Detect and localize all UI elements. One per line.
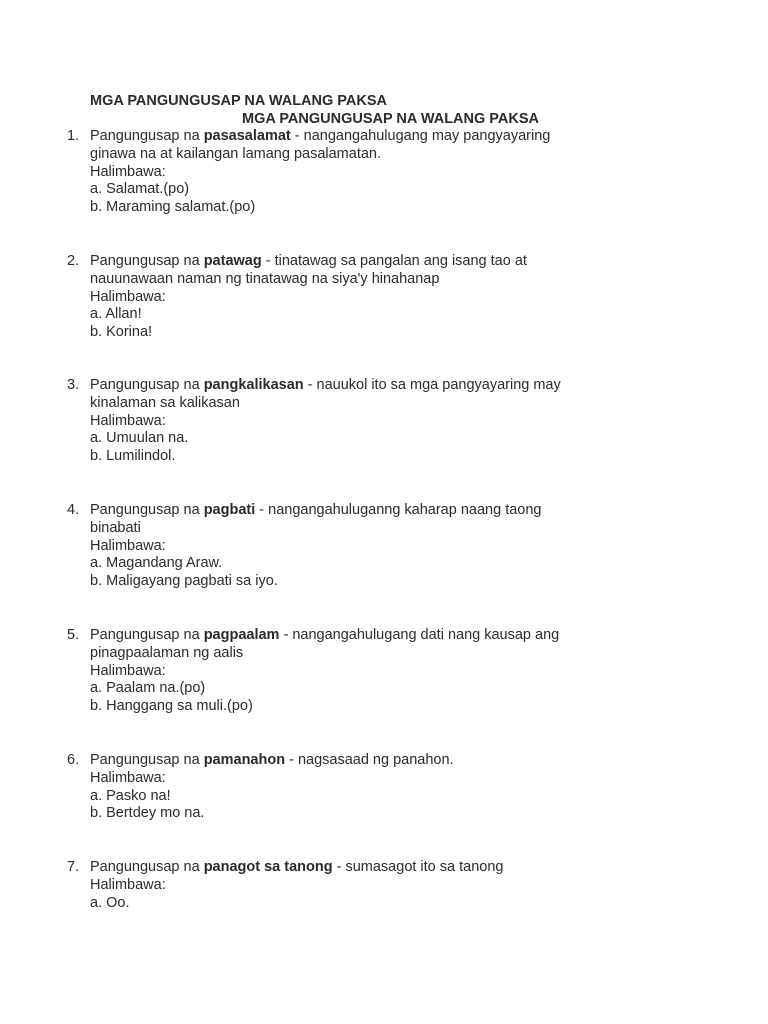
item-heading-line <box>67 128 627 146</box>
example-line: b. Maraming salamat.(po) <box>90 199 256 216</box>
list-item <box>67 502 627 591</box>
example-label: Halimbawa: <box>90 876 166 893</box>
example-line: b. Korina! <box>90 324 153 341</box>
item-heading-line <box>67 752 627 770</box>
item-term: pangkalikasan <box>203 377 304 393</box>
example-label: Halimbawa: <box>90 412 166 429</box>
example-line: a. Paalam na.(po) <box>90 680 206 697</box>
example-line: b. Lumilindol. <box>90 448 176 465</box>
example-line: b. Maligayang pagbati sa iyo. <box>90 573 278 590</box>
example-label: Halimbawa: <box>90 662 166 679</box>
item-prefix: Pangungusap na <box>90 377 204 393</box>
item-number: 2. <box>67 253 80 269</box>
item-definition: - nangangahulugang dati nang kausap ang <box>279 627 560 643</box>
example-line: b. Bertdey mo na. <box>90 805 205 822</box>
item-heading-line <box>67 253 627 271</box>
list-item <box>67 859 627 912</box>
example-line: a. Oo. <box>90 894 130 911</box>
item-definition-continuation: binabati <box>90 519 141 536</box>
example-line: a. Pasko na! <box>90 787 171 804</box>
example-line: a. Magandang Araw. <box>90 555 223 572</box>
item-number: 5. <box>67 627 80 643</box>
document-title: MGA PANGUNGUSAP NA WALANG PAKSA <box>90 93 387 109</box>
example-label: Halimbawa: <box>90 288 166 305</box>
list-item <box>67 752 627 823</box>
item-number: 3. <box>67 377 80 393</box>
item-definition: - sumasagot ito sa tanong <box>332 859 504 875</box>
example-line: a. Allan! <box>90 306 142 323</box>
item-term: patawag <box>203 253 262 269</box>
item-definition: - tinatawag sa pangalan ang isang tao at <box>261 253 527 269</box>
item-number: 1. <box>67 128 80 144</box>
item-prefix: Pangungusap na <box>90 128 204 144</box>
item-definition: - nangangahuluganng kaharap naang taong <box>255 502 542 518</box>
document-title-repeat: MGA PANGUNGUSAP NA WALANG PAKSA <box>242 111 539 127</box>
item-heading-line <box>67 859 627 877</box>
example-line: b. Hanggang sa muli.(po) <box>90 698 253 715</box>
item-definition: - nangangahulugang may pangyayaring <box>290 128 551 144</box>
item-number: 7. <box>67 859 80 875</box>
item-prefix: Pangungusap na <box>90 502 204 518</box>
item-term: panagot sa tanong <box>203 859 333 875</box>
item-prefix: Pangungusap na <box>90 752 204 768</box>
list-item <box>67 377 627 466</box>
item-definition-continuation: ginawa na at kailangan lamang pasalamatan. <box>90 145 382 162</box>
item-term: pagpaalam <box>203 627 280 643</box>
item-number: 6. <box>67 752 80 768</box>
example-line: a. Salamat.(po) <box>90 181 190 198</box>
example-line: a. Umuulan na. <box>90 430 189 447</box>
item-definition-continuation: kinalaman sa kalikasan <box>90 394 240 411</box>
item-term: pagbati <box>203 502 256 518</box>
item-prefix: Pangungusap na <box>90 253 204 269</box>
item-definition: - nauukol ito sa mga pangyayaring may <box>303 377 561 393</box>
example-label: Halimbawa: <box>90 537 166 554</box>
item-heading-line <box>67 627 627 645</box>
item-number: 4. <box>67 502 80 518</box>
item-prefix: Pangungusap na <box>90 859 204 875</box>
item-heading-line <box>67 377 627 395</box>
list-item <box>67 128 627 217</box>
list-item <box>67 627 627 716</box>
item-term: pamanahon <box>203 752 286 768</box>
example-label: Halimbawa: <box>90 769 166 786</box>
item-heading-line <box>67 502 627 520</box>
example-label: Halimbawa: <box>90 163 166 180</box>
item-prefix: Pangungusap na <box>90 627 204 643</box>
item-term: pasasalamat <box>203 128 291 144</box>
item-definition-continuation: pinagpaalaman ng aalis <box>90 644 244 661</box>
item-definition-continuation: nauunawaan naman ng tinatawag na siya'y hinahanap <box>90 270 440 287</box>
list-item <box>67 253 627 342</box>
item-definition: - nagsasaad ng panahon. <box>285 752 454 768</box>
